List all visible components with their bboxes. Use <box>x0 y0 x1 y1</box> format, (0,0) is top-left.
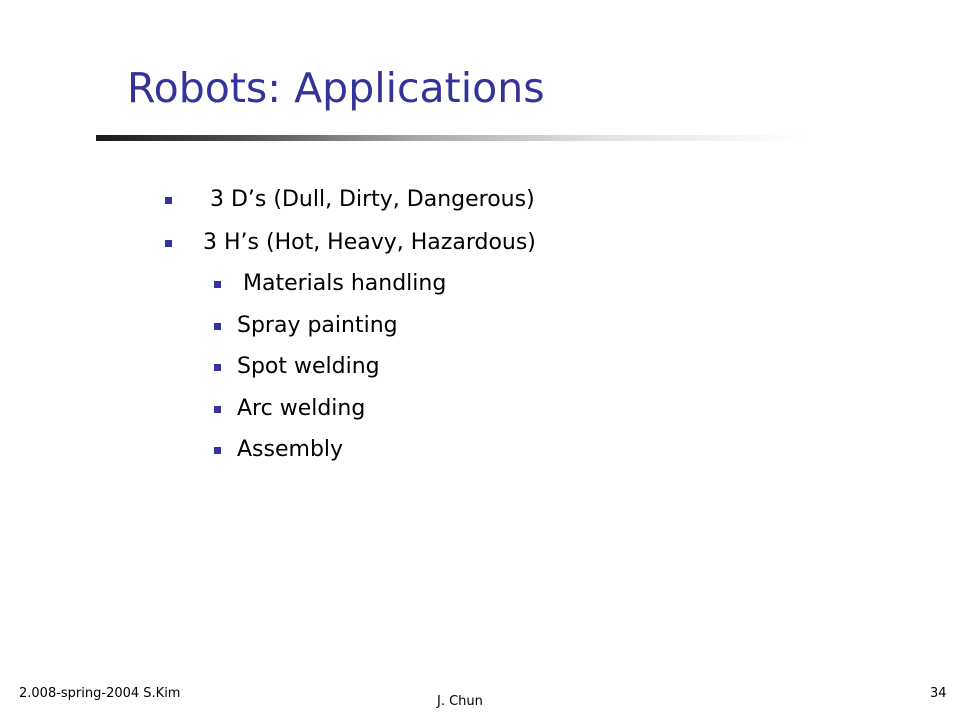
square-bullet-icon <box>214 323 221 330</box>
square-bullet-icon <box>165 197 172 204</box>
bullet-item-3hs <box>165 228 536 258</box>
square-bullet-icon <box>214 281 221 288</box>
square-bullet-icon <box>214 447 221 454</box>
sub-bullet-item-spray-painting <box>214 311 398 341</box>
sub-bullet-item-materials-handling <box>214 269 446 299</box>
bullet-text: Assembly <box>237 437 344 462</box>
sub-bullet-item-assembly <box>214 435 343 465</box>
bullet-text: Arc welding <box>237 396 366 421</box>
square-bullet-icon <box>165 240 172 247</box>
bullet-text: Materials handling <box>243 271 447 296</box>
sub-bullet-item-spot-welding <box>214 352 380 382</box>
title-underline <box>96 135 806 141</box>
square-bullet-icon <box>214 364 221 371</box>
slide-number: 34 <box>930 686 947 701</box>
square-bullet-icon <box>214 406 221 413</box>
footer-author: J. Chun <box>437 694 483 709</box>
bullet-text: 3 H’s (Hot, Heavy, Hazardous) <box>203 230 536 255</box>
slide-title: Robots: Applications <box>127 64 545 112</box>
sub-bullet-item-arc-welding <box>214 394 365 424</box>
footer-course-label: 2.008-spring-2004 S.Kim <box>19 686 181 701</box>
bullet-text: 3 D’s (Dull, Dirty, Dangerous) <box>210 187 535 212</box>
bullet-item-3ds <box>165 185 535 215</box>
bullet-text: Spray painting <box>237 313 398 338</box>
bullet-text: Spot welding <box>237 354 380 379</box>
